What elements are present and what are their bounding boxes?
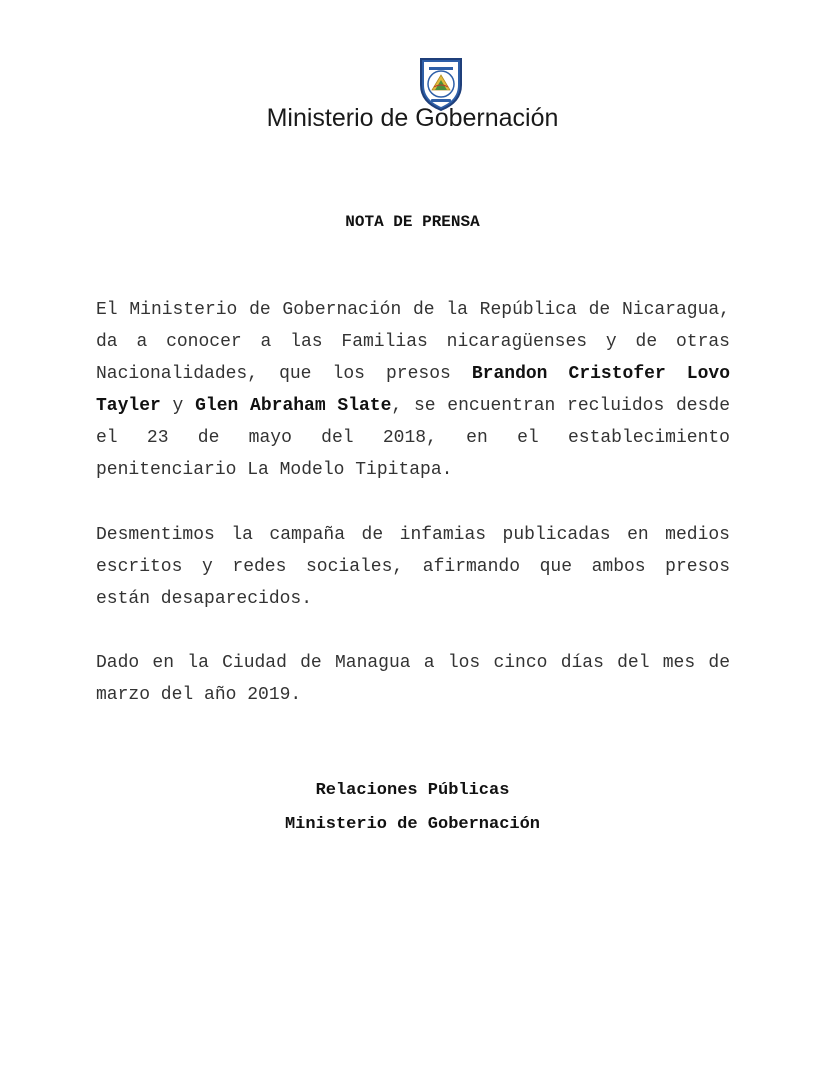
paragraph-1-text-a: El Ministerio de Gobernación de la República de Nicaragua, da a conocer a las Familias nicaragüenses y de otras Nacionalidades, que los presos: [96, 300, 730, 384]
paragraph-1-text-c: , se encuentran recluidos desde el 23 de mayo del 2018, en el establecimiento penitenciario La Modelo Tipitapa.: [96, 396, 731, 480]
paragraph-2: Desmentimos la campaña de infamias publicadas en medios escritos y redes sociales, afirmando que ambos presos están desaparecidos.: [96, 525, 730, 609]
ministry-shield-emblem-icon: [418, 55, 464, 111]
prisoner-name-2: Glen Abraham Slate: [195, 396, 392, 416]
signature-department: Relaciones Públicas: [315, 781, 510, 800]
paragraph-1-text-b: y: [160, 396, 196, 416]
prisoner-name-1: Brandon Cristofer Lovo Tayler: [96, 364, 730, 416]
org-header-name: Ministerio de Gobernación: [266, 104, 559, 132]
paragraph-3: Dado en la Ciudad de Managua a los cinco días del mes de marzo del año 2019.: [96, 653, 730, 705]
paragraph-1: [96, 294, 730, 486]
document-title: NOTA DE PRENSA: [345, 213, 480, 231]
signature-ministry: Ministerio de Gobernación: [284, 815, 541, 834]
